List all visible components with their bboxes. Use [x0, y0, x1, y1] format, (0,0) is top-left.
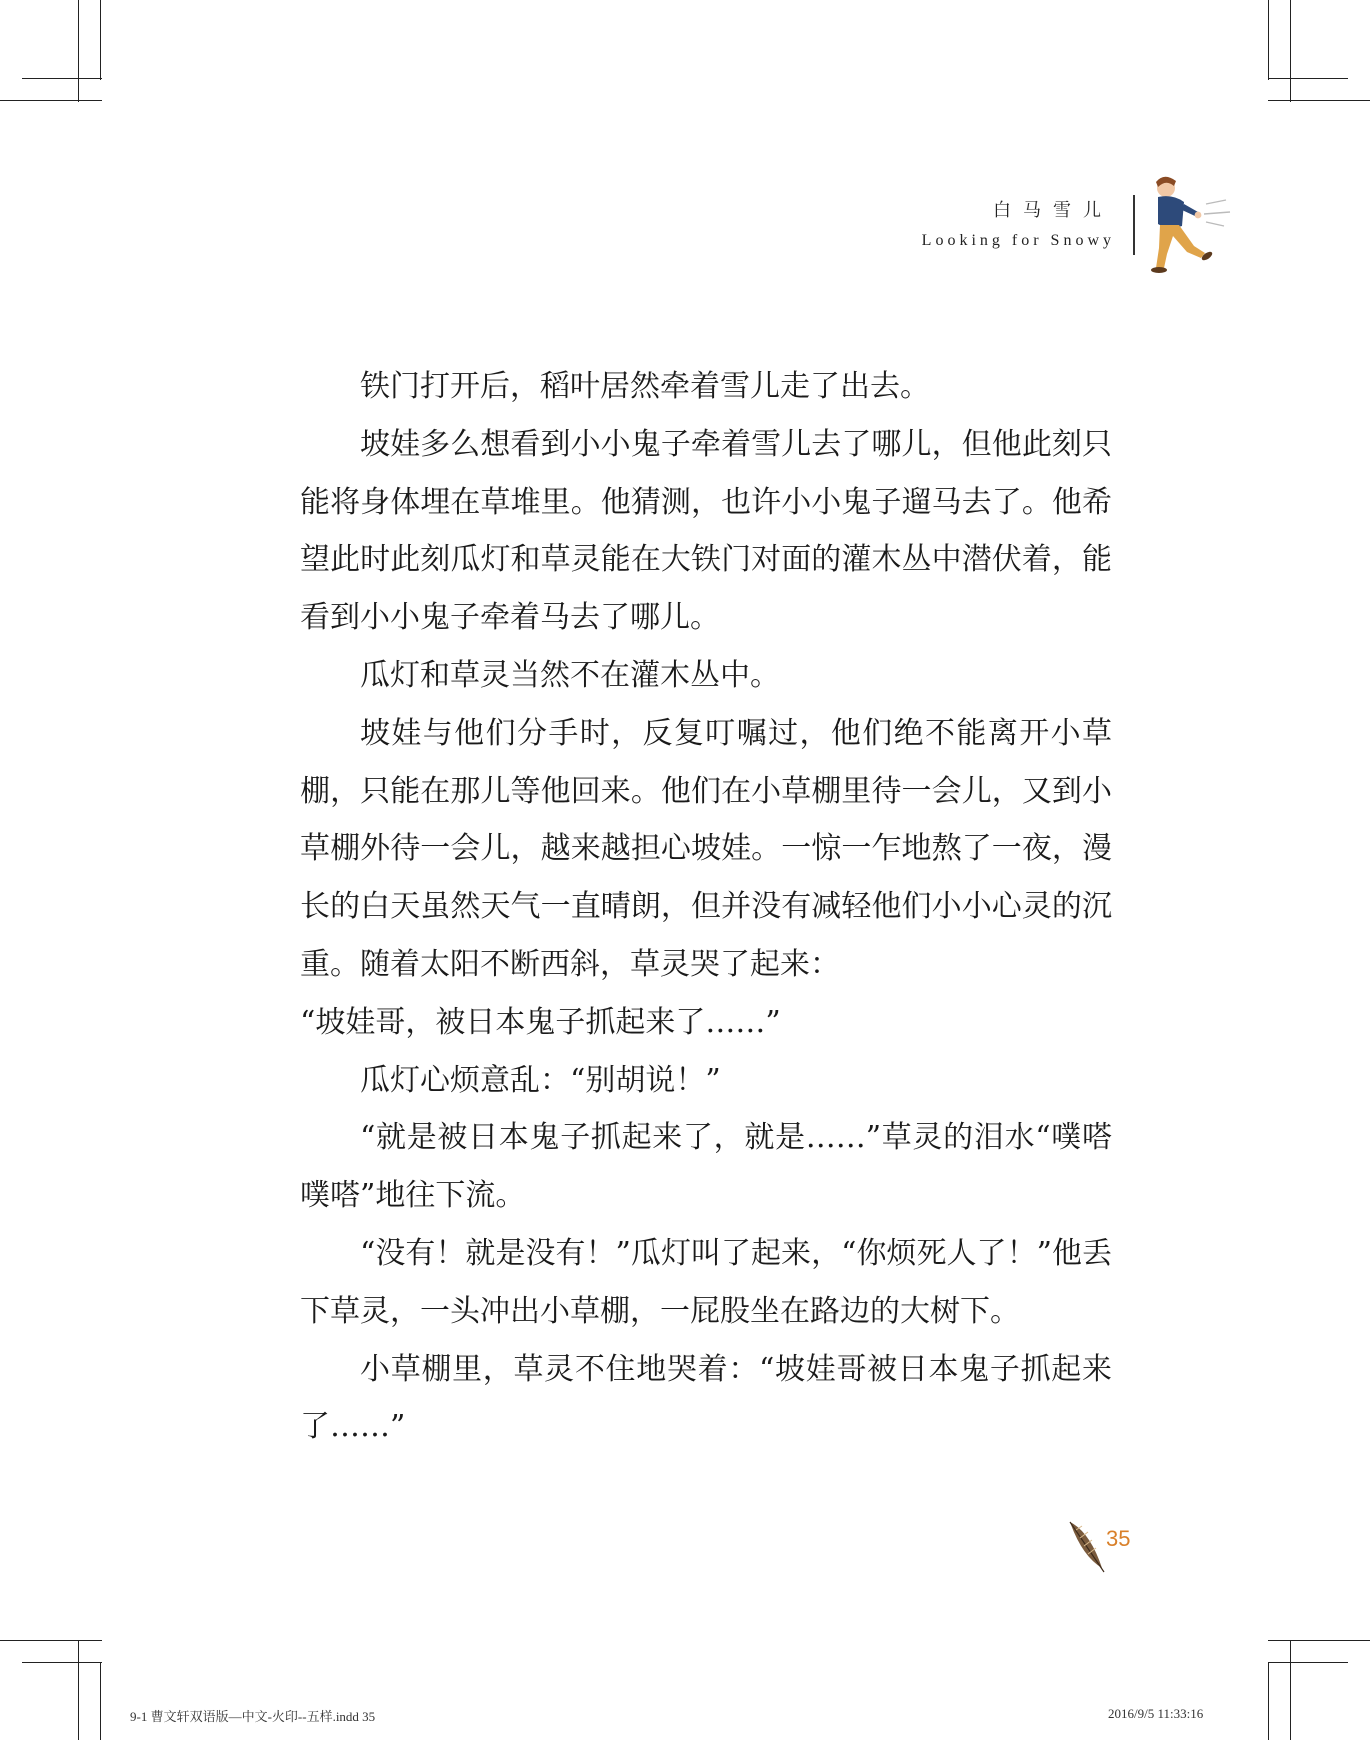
paragraph: 小草棚里，草灵不住地哭着：“坡娃哥被日本鬼子抓起来了……”	[300, 1351, 1112, 1445]
paragraph: 瓜灯心烦意乱：“别胡说！”	[360, 1062, 721, 1098]
paragraph: 铁门打开后，稻叶居然牵着雪儿走了出去。	[360, 369, 930, 404]
crop-mark	[78, 1640, 79, 1740]
chapter-body-text	[300, 358, 1112, 1456]
crop-mark	[1290, 1640, 1291, 1740]
crop-mark	[22, 78, 102, 79]
paragraph: 坡娃多么想看到小小鬼子牵着雪儿去了哪儿，但他此刻只能将身体埋在草堆里。他猜测，也许小小鬼子遛马去了。他希望此时此刻瓜灯和草灵能在大铁门对面的灌木丛中潜伏着，能看到小小鬼子牵着马去了哪儿。	[300, 426, 1112, 636]
running-header-title: 白马雪儿	[993, 200, 1113, 221]
footer-filename: 9-1 曹文轩双语版—中文-火印--五样.indd 35	[130, 1709, 376, 1724]
paragraph: “就是被日本鬼子抓起来了，就是……”草灵的泪水“噗嗒噗嗒”地往下流。	[300, 1120, 1112, 1214]
header-divider	[1133, 195, 1135, 255]
paragraph: 瓜灯和草灵当然不在灌木丛中。	[360, 657, 780, 693]
feather-icon	[1066, 1518, 1108, 1574]
crop-mark	[1290, 0, 1291, 102]
crop-mark	[1268, 78, 1348, 79]
paragraph: “没有！就是没有！”瓜灯叫了起来，“你烦死人了！”他丢下草灵，一头冲出小草棚，一屁股坐在路边的大树下。	[300, 1235, 1112, 1329]
crop-mark	[0, 100, 102, 101]
crop-mark	[1268, 1662, 1269, 1740]
crop-mark	[100, 1662, 101, 1740]
crop-mark	[1268, 0, 1269, 80]
crop-mark	[1268, 100, 1370, 101]
crop-mark	[1268, 1662, 1348, 1663]
running-header-subtitle: Looking for Snowy	[921, 232, 1115, 249]
running-boy-icon	[1140, 170, 1235, 275]
page-number: 35	[1106, 1526, 1131, 1551]
paragraph: 坡娃与他们分手时，反复叮嘱过，他们绝不能离开小草棚，只能在那儿等他回来。他们在小草棚里待一会儿，又到小草棚外待一会儿，越来越担心坡娃。一惊一乍地熬了一夜，漫长的白天虽然天气一直晴朗，但并没有减轻他们小小心灵的沉重。随着太阳不断西斜，草灵哭了起来：	[300, 715, 1112, 982]
footer-timestamp: 2016/9/5 11:33:16	[1108, 1706, 1204, 1721]
paragraph: “坡娃哥，被日本鬼子抓起来了……”	[300, 1004, 781, 1040]
crop-mark	[100, 0, 101, 80]
crop-mark	[1268, 1640, 1370, 1641]
crop-mark	[22, 1662, 102, 1663]
crop-mark	[78, 0, 79, 102]
crop-mark	[0, 1640, 102, 1641]
